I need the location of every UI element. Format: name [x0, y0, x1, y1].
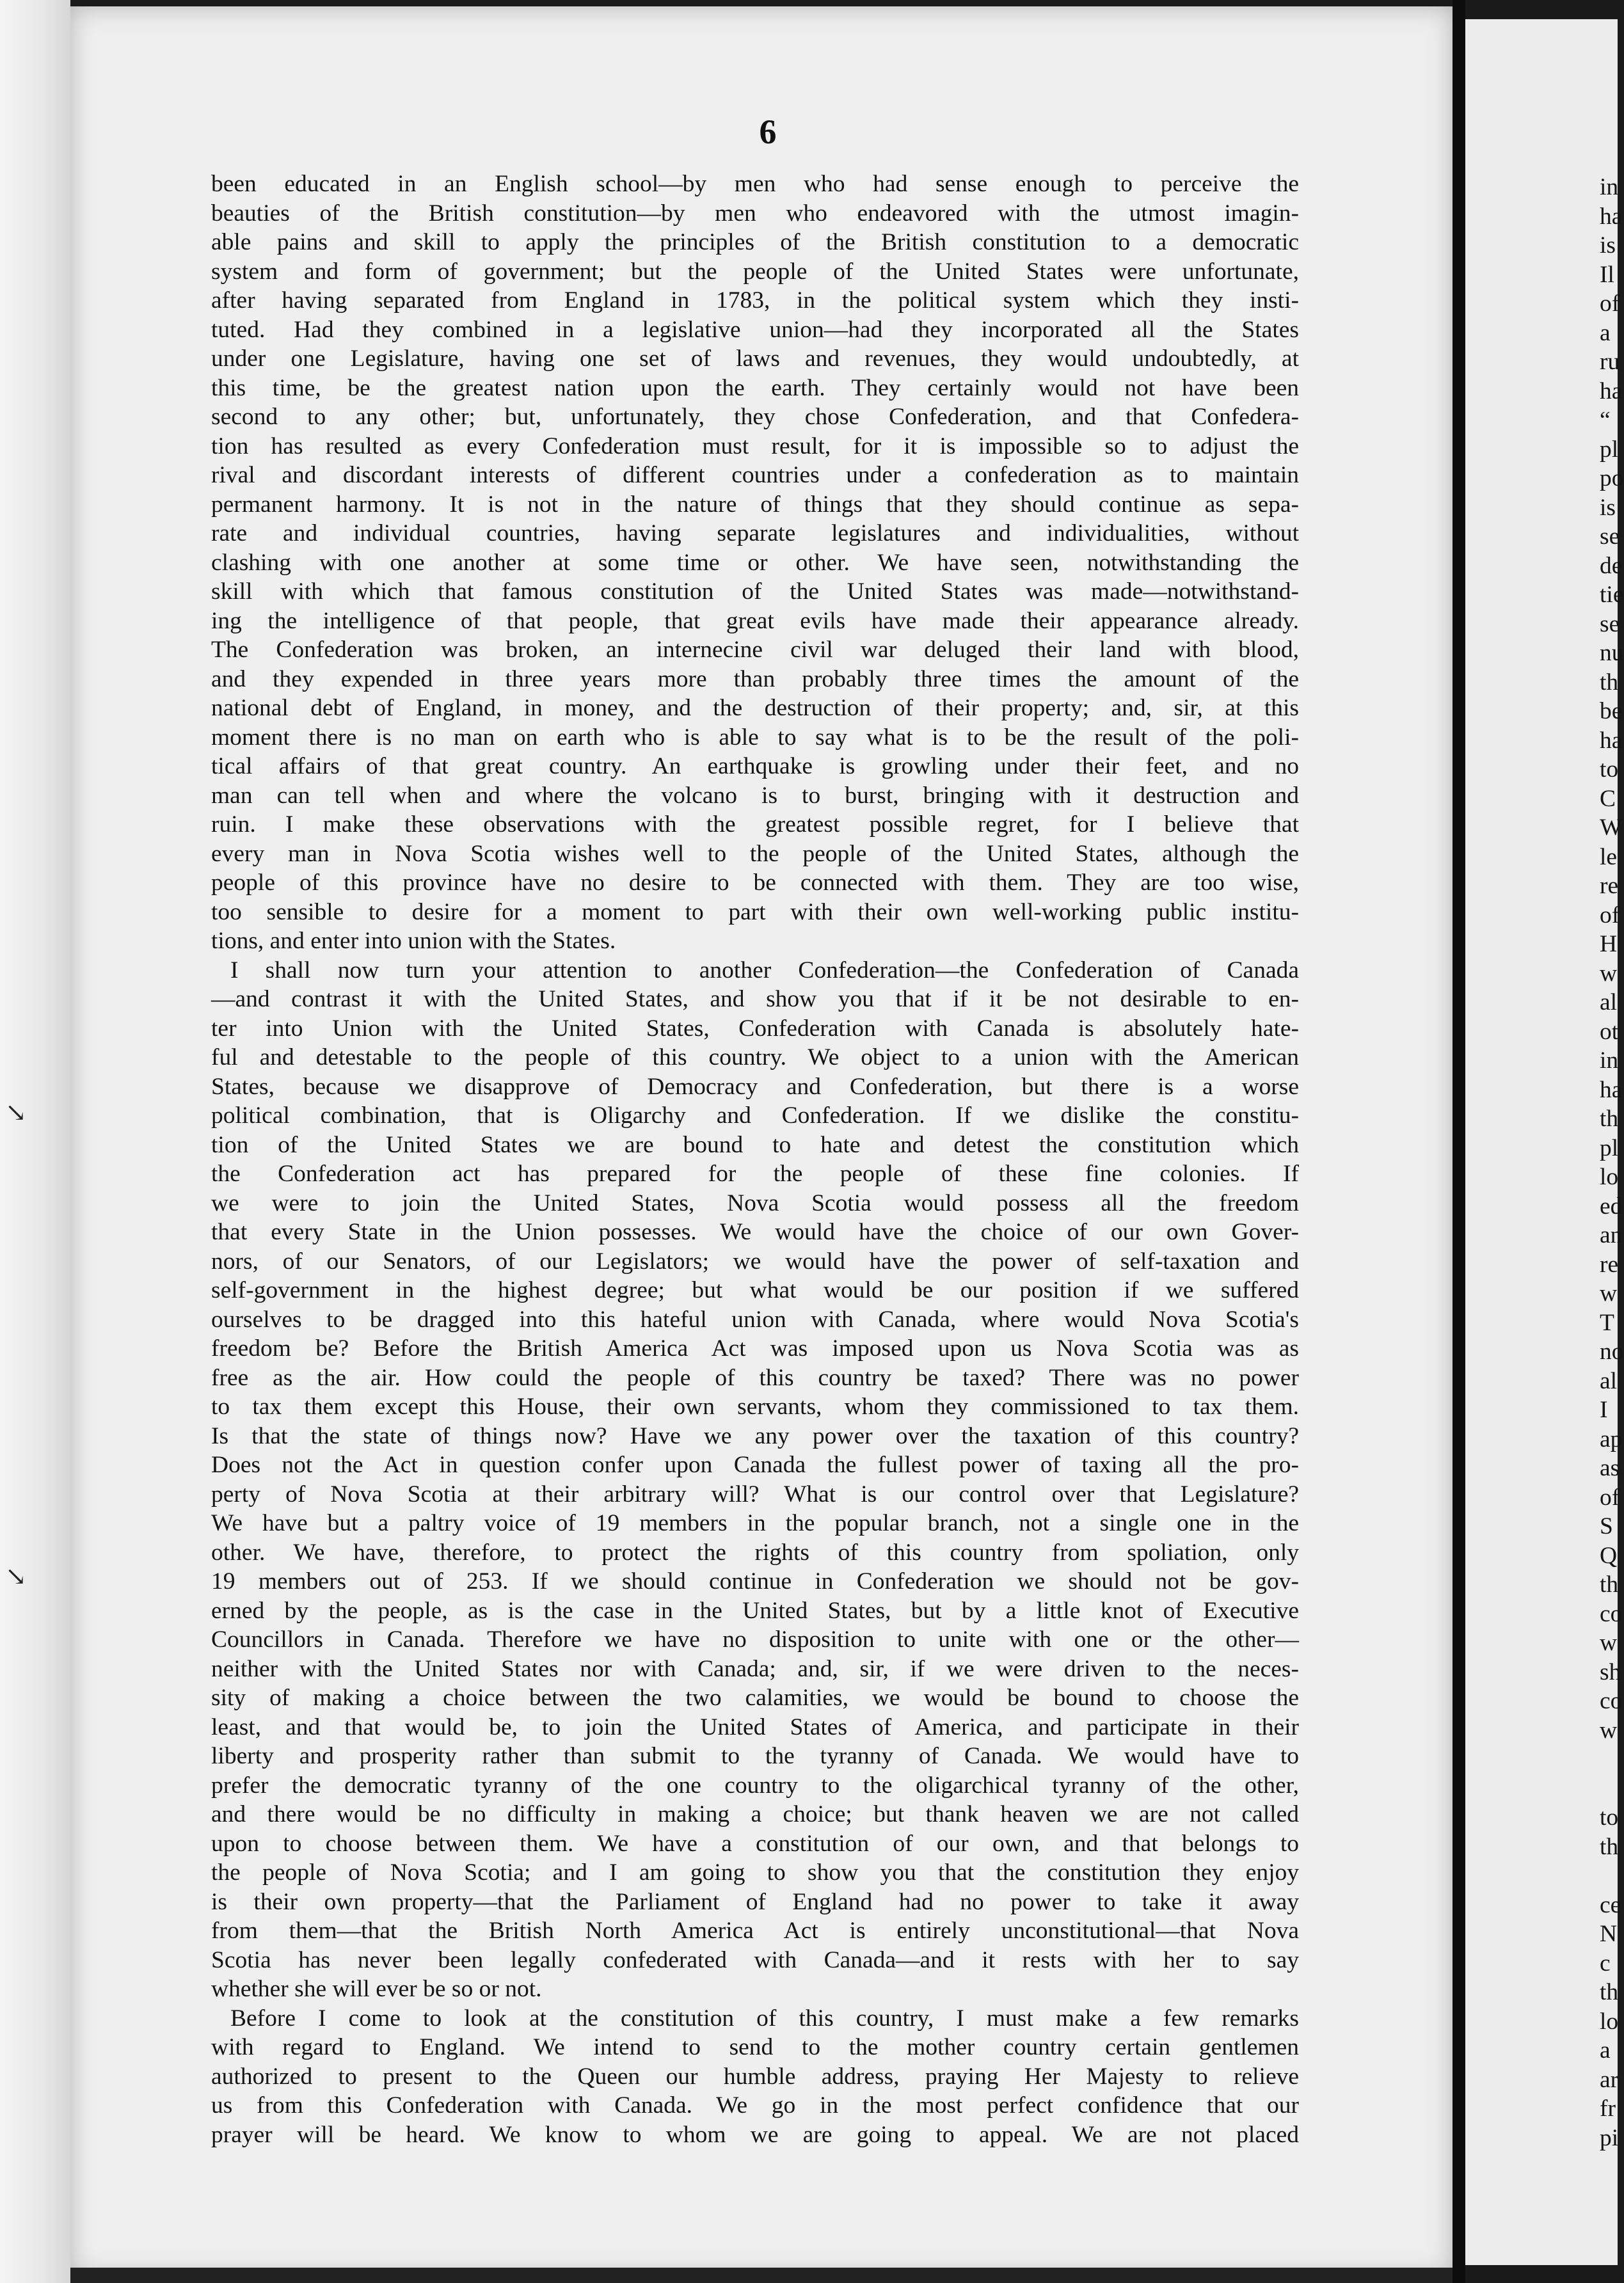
fragment-line: ha [1600, 1076, 1623, 1103]
fragment-line: is [1600, 232, 1616, 259]
fragment-line: th [1600, 1833, 1619, 1860]
text-line: and they expended in three years more than probably three times the amount of the [211, 665, 1299, 692]
fragment-line: ap [1600, 1426, 1623, 1452]
text-line: permanent harmony. It is not in the nature of things that they should continue as sepa- [211, 491, 1299, 518]
margin-arrow-mark: ↘ [5, 1098, 27, 1127]
fragment-line: sh [1600, 1659, 1621, 1685]
text-line: after having separated from England in 1783, in the political system which they insti- [211, 287, 1299, 314]
fragment-line: N [1600, 1921, 1618, 1947]
facing-page-edge [1465, 19, 1624, 2265]
fragment-line: lo [1600, 2008, 1619, 2035]
text-line: clashing with one another at some time or other. We have seen, notwithstanding the [211, 549, 1299, 576]
fragment-line: th [1600, 1979, 1619, 2005]
fragment-line: ha [1600, 727, 1623, 754]
text-line: Does not the Act in question confer upon Canada the fullest power of taxing all the pro- [211, 1452, 1299, 1478]
text-line: second to any other; but, unfortunately, they chose Confederation, and that Confedera- [211, 404, 1299, 430]
text-line: and there would be no difficulty in making a choice; but thank heaven we are not called [211, 1801, 1299, 1827]
text-line: freedom be? Before the British America Act was imposed upon us Nova Scotia was as [211, 1335, 1299, 1362]
text-line: upon to choose between them. We have a constitution of our own, and that belongs to [211, 1830, 1299, 1857]
text-line: other. We have, therefore, to protect the rights of this country from spoliation, only [211, 1539, 1299, 1566]
text-line: tion has resulted as every Confederation must result, for it is impossible so to adjust the [211, 433, 1299, 459]
fragment-line: be [1600, 698, 1623, 724]
fragment-line: ru [1600, 349, 1620, 375]
text-line: the people of Nova Scotia; and I am going to show you that the constitution they enjoy [211, 1859, 1299, 1886]
fragment-line: c [1600, 1950, 1611, 1977]
fragment-line: H [1600, 931, 1618, 957]
fragment-line: W [1600, 815, 1623, 841]
fragment-line: Q [1600, 1542, 1618, 1569]
text-line: self-government in the highest degree; but what would be our position if we suffered [211, 1277, 1299, 1303]
text-line: neither with the United States nor with Canada; and, sir, if we were driven to the neces- [211, 1655, 1299, 1682]
fragment-line: “ [1600, 407, 1611, 433]
fragment-line: th [1600, 1571, 1619, 1598]
fragment-line: w [1600, 1717, 1618, 1744]
text-line: this time, be the greatest nation upon the earth. They certainly would not have been [211, 374, 1299, 401]
text-line: free as the air. How could the people of this country be taxed? There was no power [211, 1364, 1299, 1391]
fragment-line: se [1600, 610, 1620, 637]
fragment-line: S [1600, 1513, 1613, 1539]
text-line: to tax them except this House, their own servants, whom they commissioned to tax them. [211, 1394, 1299, 1420]
text-line: too sensible to desire for a moment to part with their own well-working public institu- [211, 898, 1299, 925]
fragment-line: of [1600, 902, 1620, 928]
text-line: Before I come to look at the constitution of this country, I must make a few remarks [230, 2005, 1299, 2032]
text-line: under one Legislature, having one set of laws and revenues, they would undoubtedly, at [211, 346, 1299, 372]
text-line: national debt of England, in money, and the destruction of their property; and, sir, at this [211, 695, 1299, 721]
fragment-line: is [1600, 494, 1616, 521]
text-line: tical affairs of that great country. An earthquake is growling under their feet, and no [211, 753, 1299, 779]
text-line: whether she will ever be so or not. [211, 1976, 542, 2002]
fragment-line: ha [1600, 378, 1623, 404]
text-line: people of this province have no desire to be connected with them. They are too wise, [211, 870, 1299, 896]
fragment-line [1600, 1774, 1618, 1804]
fragment-line: pl [1600, 1134, 1619, 1161]
fragment-line: co [1600, 1600, 1623, 1627]
text-line: liberty and prosperity rather than submit to the tyranny of Canada. We would have to [211, 1743, 1299, 1769]
text-line: sity of making a choice between the two calamities, we would be bound to choose the [211, 1685, 1299, 1711]
text-line: ruin. I make these observations with the greatest possible regret, for I believe that [211, 811, 1299, 838]
fragment-line: co [1600, 1688, 1623, 1714]
body-text [211, 170, 1299, 2149]
text-line: ourselves to be dragged into this hateful union with Canada, where would Nova Scotia's [211, 1306, 1299, 1333]
fragment-line [1600, 1745, 1618, 1774]
text-line: nors, of our Senators, of our Legislators; we would have the power of self-taxation and [211, 1248, 1299, 1275]
fragment-line: w [1600, 1630, 1618, 1656]
text-line: able pains and skill to apply the principles of the British constitution to a democratic [211, 229, 1299, 255]
text-line: prefer the democratic tyranny of the one country to the oligarchical tyranny of the other, [211, 1772, 1299, 1799]
fragment-line [1600, 1861, 1618, 1891]
fragment-line: to [1600, 756, 1619, 783]
text-line: every man in Nova Scotia wishes well to the people of the United States, although the [211, 840, 1299, 867]
fragment-line: th [1600, 1106, 1619, 1132]
text-line: us from this Confederation with Canada. We go in the most perfect confidence that our [211, 2092, 1299, 2119]
fragment-line: of [1600, 1484, 1620, 1511]
text-line: skill with which that famous constitution of the United States was made—notwithstand- [211, 578, 1299, 605]
fragment-line: Il [1600, 261, 1614, 288]
text-line: the Confederation act has prepared for the people of these fine colonies. If [211, 1161, 1299, 1187]
text-line: is their own property—that the Parliament of England had no power to take it away [211, 1888, 1299, 1915]
text-line: that every State in the Union possesses. We would have the choice of our own Gover- [211, 1219, 1299, 1245]
page-number: 6 [759, 113, 777, 151]
facing-page-text-fragments [1600, 173, 1624, 2152]
text-line: —and contrast it with the United States, and show you that if it be not desirable to en- [211, 986, 1299, 1012]
text-line: tions, and enter into union with the States. [211, 928, 616, 954]
fragment-line: fr [1600, 2096, 1616, 2122]
fragment-line: nu [1600, 640, 1624, 666]
left-scan-margin [0, 0, 70, 2283]
text-line: system and form of government; but the people of the United States were unfortunate, [211, 258, 1299, 285]
text-line: States, because we disapprove of Democracy and Confederation, but there is a worse [211, 1073, 1299, 1100]
fragment-line: ot [1600, 1018, 1619, 1045]
fragment-line: re [1600, 873, 1619, 899]
fragment-line: tie [1600, 582, 1624, 608]
text-line: rate and individual countries, having separate legislatures and individualities, without [211, 520, 1299, 546]
text-line: authorized to present to the Queen our humble address, praying Her Majesty to relieve [211, 2063, 1299, 2090]
margin-arrow-mark: ↘ [5, 1562, 27, 1591]
fragment-line: a [1600, 2037, 1611, 2064]
fragment-line: se [1600, 523, 1620, 550]
fragment-line: al [1600, 1367, 1618, 1394]
fragment-line: in [1600, 174, 1619, 200]
text-line: 19 members out of 253. If we should continue in Confederation we should not be gov- [211, 1568, 1299, 1595]
text-line: ter into Union with the United States, Confederation with Canada is absolutely hate- [211, 1015, 1299, 1042]
text-line: moment there is no man on earth who is able to say what is to be the result of the poli- [211, 724, 1299, 751]
fragment-line: po [1600, 465, 1624, 491]
fragment-line: T [1600, 1309, 1614, 1336]
fragment-line: w [1600, 1280, 1618, 1307]
text-line: erned by the people, as is the case in the United States, but by a little knot of Executive [211, 1597, 1299, 1624]
fragment-line: to [1600, 1804, 1619, 1831]
text-line: man can tell when and where the volcano is to burst, bringing with it destruction and [211, 782, 1299, 809]
fragment-line: C [1600, 785, 1616, 812]
text-line: with regard to England. We intend to send to the mother country certain gentlemen [211, 2034, 1299, 2060]
fragment-line: le [1600, 843, 1618, 870]
fragment-line: pl [1600, 436, 1619, 463]
fragment-line: ar [1600, 2066, 1619, 2093]
fragment-line: th [1600, 669, 1619, 696]
text-line: Scotia has never been legally confederated with Canada—and it rests with her to say [211, 1946, 1299, 1973]
text-line: from them—that the British North America Act is entirely unconstitutional—that Nova [211, 1918, 1299, 1944]
fragment-line: as [1600, 1455, 1620, 1481]
text-line: beauties of the British constitution—by men who endeavored with the utmost imagin- [211, 200, 1299, 227]
fragment-line: re [1600, 1251, 1619, 1278]
text-line: Is that the state of things now? Have we any power over the taxation of this country? [211, 1422, 1299, 1449]
fragment-line: de [1600, 552, 1623, 579]
fragment-line: lo [1600, 1164, 1619, 1190]
text-line: ing the intelligence of that people, that great evils have made their appearance already. [211, 607, 1299, 634]
fragment-line: I [1600, 1397, 1608, 1423]
text-line: prayer will be heard. We know to whom we are going to appeal. We are not placed [211, 2121, 1299, 2148]
text-line: perty of Nova Scotia at their arbitrary will? What is our control over that Legislature? [211, 1481, 1299, 1507]
text-line: been educated in an English school—by men who had sense enough to perceive the [211, 171, 1299, 197]
text-line: rival and discordant interests of different countries under a confederation as to maintain [211, 462, 1299, 488]
page-gutter [1453, 0, 1465, 2283]
fragment-line: of [1600, 290, 1620, 317]
bottom-scan-edge [70, 2268, 1453, 2283]
fragment-line: an [1600, 1222, 1623, 1248]
text-line: tion of the United States we are bound to hate and detest the constitution which [211, 1131, 1299, 1158]
fragment-line: w [1600, 960, 1618, 987]
text-line: I shall now turn your attention to another Confederation—the Confederation of Canada [230, 957, 1299, 983]
fragment-line: no [1600, 1339, 1624, 1365]
text-line: we were to join the United States, Nova Scotia would possess all the freedom [211, 1189, 1299, 1216]
text-line: political combination, that is Oligarchy and Confederation. If we dislike the constitu- [211, 1102, 1299, 1129]
text-line: Councillors in Canada. Therefore we have no disposition to unite with one or the other— [211, 1627, 1299, 1653]
text-line: ful and detestable to the people of this country. We object to a union with the American [211, 1044, 1299, 1070]
fragment-line: al [1600, 989, 1618, 1015]
fragment-line: pi [1600, 2124, 1619, 2151]
text-line: tuted. Had they combined in a legislative union—had they incorporated all the States [211, 316, 1299, 343]
fragment-line: ed [1600, 1193, 1623, 1220]
text-line: The Confederation was broken, an internecine civil war deluged their land with blood, [211, 637, 1299, 663]
text-line: least, and that would be, to join the United States of America, and participate in their [211, 1714, 1299, 1740]
fragment-line: ha [1600, 203, 1623, 230]
fragment-line: ce [1600, 1891, 1621, 1918]
fragment-line: in [1600, 1047, 1619, 1074]
text-line: We have but a paltry voice of 19 members in the popular branch, not a single one in the [211, 1510, 1299, 1536]
fragment-line: a [1600, 319, 1611, 346]
